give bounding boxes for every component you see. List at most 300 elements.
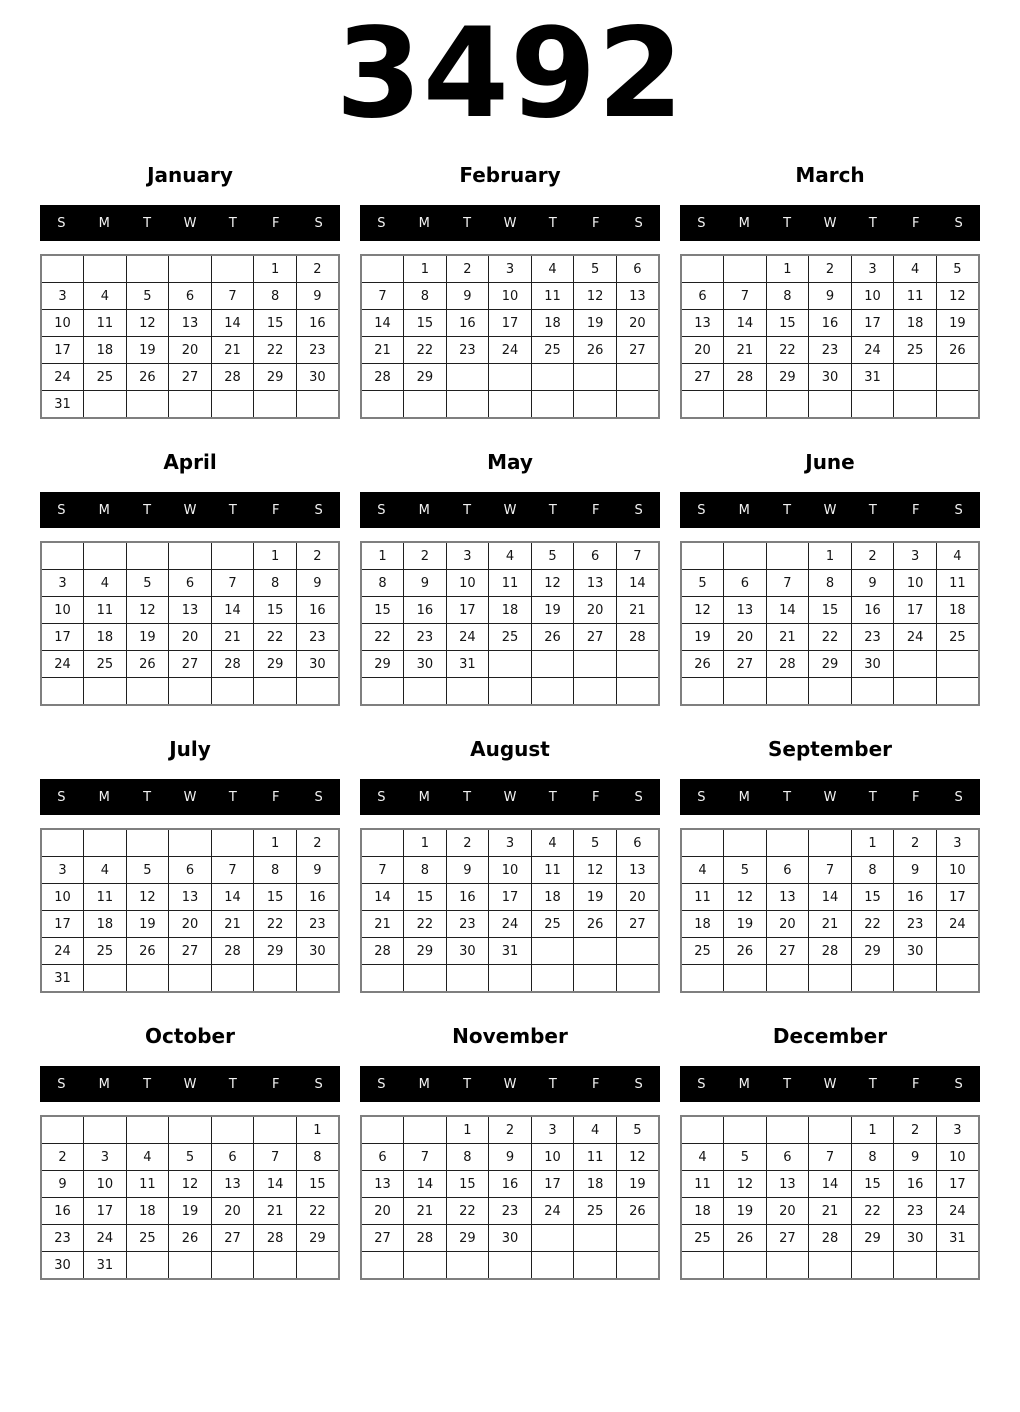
day-cell: 15 xyxy=(254,884,297,911)
day-cell: 18 xyxy=(894,310,937,337)
day-cell: 4 xyxy=(681,857,724,884)
empty-day-cell xyxy=(574,391,617,419)
week-row xyxy=(681,597,979,624)
day-cell: 16 xyxy=(404,597,447,624)
day-cell: 20 xyxy=(616,884,659,911)
empty-day-cell xyxy=(489,965,532,993)
day-cell: 9 xyxy=(41,1171,84,1198)
weekday-label: W xyxy=(823,215,837,231)
week-row xyxy=(361,542,659,570)
day-cell: 21 xyxy=(211,337,254,364)
day-cell: 18 xyxy=(574,1171,617,1198)
day-cell: 9 xyxy=(894,1144,937,1171)
day-cell: 11 xyxy=(681,884,724,911)
weekday-label: T xyxy=(143,502,152,518)
day-cell: 29 xyxy=(851,1225,894,1252)
empty-day-cell xyxy=(489,1252,532,1280)
day-cell: 10 xyxy=(531,1144,574,1171)
day-cell: 19 xyxy=(531,597,574,624)
day-cell: 17 xyxy=(84,1198,127,1225)
day-cell: 27 xyxy=(616,337,659,364)
empty-day-cell xyxy=(126,965,169,993)
day-cell: 22 xyxy=(809,624,852,651)
week-row xyxy=(681,911,979,938)
day-cell: 30 xyxy=(404,651,447,678)
weekday-label: M xyxy=(418,1076,430,1092)
empty-day-cell xyxy=(724,678,767,706)
day-cell: 13 xyxy=(616,857,659,884)
day-cell: 7 xyxy=(254,1144,297,1171)
empty-day-cell xyxy=(404,678,447,706)
day-cell: 25 xyxy=(894,337,937,364)
week-row xyxy=(361,1171,659,1198)
week-row xyxy=(361,857,659,884)
empty-day-cell xyxy=(766,965,809,993)
day-cell: 12 xyxy=(126,884,169,911)
day-cell: 27 xyxy=(766,938,809,965)
day-cell: 13 xyxy=(169,884,212,911)
day-cell: 12 xyxy=(616,1144,659,1171)
day-cell: 30 xyxy=(296,364,339,391)
empty-day-cell xyxy=(681,391,724,419)
day-cell: 2 xyxy=(41,1144,84,1171)
day-cell: 24 xyxy=(894,624,937,651)
weekday-label: S xyxy=(697,789,706,805)
month-title: September xyxy=(768,737,892,761)
day-cell: 10 xyxy=(84,1171,127,1198)
day-cell: 31 xyxy=(489,938,532,965)
day-cell: 18 xyxy=(531,884,574,911)
day-cell: 20 xyxy=(681,337,724,364)
weekday-label: F xyxy=(591,502,600,518)
week-row xyxy=(681,1171,979,1198)
day-cell: 12 xyxy=(681,597,724,624)
week-row xyxy=(681,570,979,597)
day-cell: 27 xyxy=(169,651,212,678)
day-cell: 4 xyxy=(84,857,127,884)
day-cell: 11 xyxy=(681,1171,724,1198)
week-row xyxy=(361,678,659,706)
weekday-label: S xyxy=(57,215,66,231)
day-cell: 23 xyxy=(296,911,339,938)
week-row xyxy=(681,310,979,337)
empty-day-cell xyxy=(809,1252,852,1280)
week-row xyxy=(681,938,979,965)
day-cell: 20 xyxy=(766,1198,809,1225)
empty-day-cell xyxy=(296,1252,339,1280)
day-cell: 9 xyxy=(296,857,339,884)
day-cell: 22 xyxy=(851,1198,894,1225)
week-row xyxy=(361,829,659,857)
weekday-label: M xyxy=(418,215,430,231)
empty-day-cell xyxy=(574,364,617,391)
week-row xyxy=(361,1252,659,1280)
day-cell: 14 xyxy=(724,310,767,337)
day-cell: 24 xyxy=(489,337,532,364)
day-cell: 9 xyxy=(296,283,339,310)
day-cell: 19 xyxy=(681,624,724,651)
weekday-label: M xyxy=(98,502,110,518)
empty-day-cell xyxy=(211,1252,254,1280)
week-row xyxy=(681,364,979,391)
weekday-label: M xyxy=(418,502,430,518)
day-cell: 11 xyxy=(84,884,127,911)
day-cell: 23 xyxy=(894,911,937,938)
week-row xyxy=(41,255,339,283)
empty-day-cell xyxy=(894,678,937,706)
week-row xyxy=(41,283,339,310)
day-cell: 5 xyxy=(169,1144,212,1171)
empty-day-cell xyxy=(531,1252,574,1280)
day-cell: 8 xyxy=(446,1144,489,1171)
day-cell: 18 xyxy=(84,337,127,364)
day-cell: 8 xyxy=(404,283,447,310)
day-cell: 3 xyxy=(851,255,894,283)
day-cell: 2 xyxy=(296,829,339,857)
empty-day-cell xyxy=(616,678,659,706)
day-cell: 23 xyxy=(296,624,339,651)
day-cell: 28 xyxy=(616,624,659,651)
weekday-label: F xyxy=(911,215,920,231)
month-block-january xyxy=(40,146,340,419)
day-cell: 25 xyxy=(84,364,127,391)
empty-day-cell xyxy=(766,542,809,570)
day-cell: 1 xyxy=(404,255,447,283)
week-row xyxy=(361,624,659,651)
empty-day-cell xyxy=(574,1225,617,1252)
empty-day-cell xyxy=(211,829,254,857)
day-cell: 14 xyxy=(809,884,852,911)
day-cell: 11 xyxy=(126,1171,169,1198)
month-block-july xyxy=(40,720,340,993)
week-row xyxy=(41,364,339,391)
weekday-label: T xyxy=(783,215,792,231)
month-block-june xyxy=(680,433,980,706)
week-row xyxy=(361,597,659,624)
day-cell: 8 xyxy=(404,857,447,884)
day-cell: 4 xyxy=(489,542,532,570)
weekday-label: S xyxy=(57,1076,66,1092)
day-cell: 13 xyxy=(766,884,809,911)
empty-day-cell xyxy=(574,678,617,706)
day-cell: 29 xyxy=(404,938,447,965)
empty-day-cell xyxy=(724,829,767,857)
day-cell: 17 xyxy=(531,1171,574,1198)
day-cell: 5 xyxy=(616,1116,659,1144)
day-cell: 12 xyxy=(724,1171,767,1198)
empty-day-cell xyxy=(254,678,297,706)
empty-day-cell xyxy=(531,364,574,391)
empty-day-cell xyxy=(296,391,339,419)
empty-day-cell xyxy=(169,829,212,857)
day-cell: 17 xyxy=(41,911,84,938)
day-cell: 24 xyxy=(41,938,84,965)
empty-day-cell xyxy=(531,1225,574,1252)
week-row xyxy=(361,1198,659,1225)
empty-day-cell xyxy=(936,965,979,993)
empty-day-cell xyxy=(616,364,659,391)
day-cell: 30 xyxy=(446,938,489,965)
day-cell: 16 xyxy=(296,597,339,624)
day-cell: 28 xyxy=(809,1225,852,1252)
day-cell: 3 xyxy=(41,570,84,597)
week-row xyxy=(361,391,659,419)
day-cell: 2 xyxy=(489,1116,532,1144)
day-cell: 26 xyxy=(616,1198,659,1225)
week-row xyxy=(41,542,339,570)
day-cell: 3 xyxy=(41,857,84,884)
empty-day-cell xyxy=(809,391,852,419)
day-cell: 6 xyxy=(361,1144,404,1171)
day-cell: 23 xyxy=(446,337,489,364)
day-cell: 28 xyxy=(211,651,254,678)
day-grid xyxy=(680,541,980,706)
week-row xyxy=(361,651,659,678)
day-cell: 8 xyxy=(296,1144,339,1171)
weekday-label: S xyxy=(634,1076,643,1092)
empty-day-cell xyxy=(894,651,937,678)
day-cell: 26 xyxy=(169,1225,212,1252)
empty-day-cell xyxy=(126,1116,169,1144)
day-cell: 30 xyxy=(489,1225,532,1252)
week-row xyxy=(681,1198,979,1225)
day-cell: 17 xyxy=(936,884,979,911)
weekday-label: M xyxy=(418,789,430,805)
weekday-label: T xyxy=(868,502,877,518)
empty-day-cell xyxy=(894,364,937,391)
empty-day-cell xyxy=(766,829,809,857)
day-cell: 6 xyxy=(169,570,212,597)
day-cell: 25 xyxy=(531,337,574,364)
day-cell: 20 xyxy=(724,624,767,651)
day-cell: 8 xyxy=(851,857,894,884)
weekday-label: T xyxy=(548,502,557,518)
day-cell: 15 xyxy=(254,597,297,624)
day-cell: 8 xyxy=(254,570,297,597)
day-cell: 6 xyxy=(169,283,212,310)
day-cell: 12 xyxy=(531,570,574,597)
empty-day-cell xyxy=(681,542,724,570)
empty-day-cell xyxy=(724,391,767,419)
weekday-label: M xyxy=(738,215,750,231)
empty-day-cell xyxy=(126,678,169,706)
day-cell: 15 xyxy=(404,310,447,337)
week-row xyxy=(681,1116,979,1144)
day-cell: 1 xyxy=(851,1116,894,1144)
day-cell: 3 xyxy=(936,1116,979,1144)
empty-day-cell xyxy=(681,678,724,706)
day-cell: 15 xyxy=(254,310,297,337)
day-cell: 2 xyxy=(809,255,852,283)
empty-day-cell xyxy=(531,651,574,678)
month-block-december xyxy=(680,1007,980,1280)
day-cell: 11 xyxy=(531,283,574,310)
weekday-label: F xyxy=(271,789,280,805)
day-cell: 24 xyxy=(936,911,979,938)
empty-day-cell xyxy=(126,255,169,283)
month-block-october xyxy=(40,1007,340,1280)
weekday-label: T xyxy=(548,215,557,231)
day-cell: 19 xyxy=(126,911,169,938)
weekday-label: T xyxy=(143,789,152,805)
day-cell: 15 xyxy=(361,597,404,624)
day-cell: 17 xyxy=(489,310,532,337)
empty-day-cell xyxy=(936,678,979,706)
day-cell: 12 xyxy=(936,283,979,310)
week-row xyxy=(41,624,339,651)
day-cell: 24 xyxy=(41,364,84,391)
empty-day-cell xyxy=(296,678,339,706)
day-cell: 22 xyxy=(254,337,297,364)
week-row xyxy=(681,884,979,911)
weekday-label: T xyxy=(228,789,237,805)
day-cell: 20 xyxy=(169,337,212,364)
empty-day-cell xyxy=(681,965,724,993)
day-cell: 7 xyxy=(211,857,254,884)
day-cell: 12 xyxy=(126,310,169,337)
day-cell: 26 xyxy=(724,938,767,965)
weekday-label: S xyxy=(954,502,963,518)
day-cell: 10 xyxy=(41,597,84,624)
day-cell: 10 xyxy=(894,570,937,597)
day-cell: 14 xyxy=(211,884,254,911)
day-cell: 18 xyxy=(84,911,127,938)
day-grid xyxy=(680,828,980,993)
empty-day-cell xyxy=(809,1116,852,1144)
day-cell: 22 xyxy=(254,624,297,651)
week-row xyxy=(681,255,979,283)
month-title: June xyxy=(805,450,855,474)
month-block-april xyxy=(40,433,340,706)
day-cell: 2 xyxy=(446,255,489,283)
day-cell: 16 xyxy=(296,310,339,337)
day-cell: 18 xyxy=(681,1198,724,1225)
weekday-label: T xyxy=(463,1076,472,1092)
weekday-label: M xyxy=(738,789,750,805)
week-row xyxy=(681,1144,979,1171)
weekday-label: T xyxy=(783,502,792,518)
day-cell: 5 xyxy=(724,857,767,884)
weekday-header-bar xyxy=(40,492,340,528)
empty-day-cell xyxy=(169,391,212,419)
empty-day-cell xyxy=(574,965,617,993)
day-cell: 23 xyxy=(894,1198,937,1225)
weekday-label: W xyxy=(183,1076,197,1092)
day-cell: 16 xyxy=(894,884,937,911)
empty-day-cell xyxy=(169,542,212,570)
weekday-label: T xyxy=(463,215,472,231)
day-cell: 21 xyxy=(254,1198,297,1225)
empty-day-cell xyxy=(724,1116,767,1144)
day-cell: 18 xyxy=(531,310,574,337)
day-cell: 26 xyxy=(126,364,169,391)
weekday-label: T xyxy=(868,789,877,805)
day-cell: 29 xyxy=(254,364,297,391)
weekday-label: S xyxy=(954,789,963,805)
day-cell: 4 xyxy=(126,1144,169,1171)
day-cell: 29 xyxy=(851,938,894,965)
day-cell: 16 xyxy=(809,310,852,337)
day-cell: 11 xyxy=(84,310,127,337)
empty-day-cell xyxy=(41,829,84,857)
weekday-label: T xyxy=(783,1076,792,1092)
day-cell: 2 xyxy=(894,829,937,857)
day-cell: 22 xyxy=(404,337,447,364)
empty-day-cell xyxy=(254,1252,297,1280)
empty-day-cell xyxy=(936,938,979,965)
day-cell: 7 xyxy=(616,542,659,570)
day-cell: 14 xyxy=(211,310,254,337)
month-title: May xyxy=(487,450,533,474)
weekday-label: T xyxy=(783,789,792,805)
empty-day-cell xyxy=(616,1225,659,1252)
empty-day-cell xyxy=(211,255,254,283)
day-cell: 24 xyxy=(851,337,894,364)
week-row xyxy=(41,678,339,706)
day-cell: 10 xyxy=(851,283,894,310)
weekday-label: M xyxy=(98,789,110,805)
month-title: February xyxy=(459,163,561,187)
empty-day-cell xyxy=(681,1116,724,1144)
day-cell: 31 xyxy=(84,1252,127,1280)
weekday-label: S xyxy=(634,502,643,518)
day-cell: 30 xyxy=(41,1252,84,1280)
day-cell: 10 xyxy=(936,1144,979,1171)
day-cell: 19 xyxy=(616,1171,659,1198)
day-cell: 6 xyxy=(766,857,809,884)
day-cell: 29 xyxy=(446,1225,489,1252)
day-cell: 10 xyxy=(489,283,532,310)
day-cell: 14 xyxy=(404,1171,447,1198)
year-title: 3492 xyxy=(335,2,685,146)
week-row xyxy=(361,337,659,364)
empty-day-cell xyxy=(361,678,404,706)
empty-day-cell xyxy=(724,1252,767,1280)
day-cell: 26 xyxy=(574,337,617,364)
weekday-label: W xyxy=(503,215,517,231)
weekday-header-bar xyxy=(360,1066,660,1102)
day-grid xyxy=(40,541,340,706)
empty-day-cell xyxy=(809,829,852,857)
empty-day-cell xyxy=(531,938,574,965)
month-block-march xyxy=(680,146,980,419)
empty-day-cell xyxy=(404,391,447,419)
week-row xyxy=(681,391,979,419)
day-cell: 19 xyxy=(126,624,169,651)
day-cell: 22 xyxy=(446,1198,489,1225)
day-cell: 31 xyxy=(851,364,894,391)
weekday-label: S xyxy=(697,215,706,231)
weekday-label: S xyxy=(314,215,323,231)
empty-day-cell xyxy=(489,391,532,419)
weekday-label: T xyxy=(228,502,237,518)
day-cell: 4 xyxy=(84,283,127,310)
day-cell: 6 xyxy=(574,542,617,570)
day-cell: 14 xyxy=(211,597,254,624)
day-cell: 9 xyxy=(851,570,894,597)
week-row xyxy=(361,1144,659,1171)
empty-day-cell xyxy=(766,678,809,706)
empty-day-cell xyxy=(446,364,489,391)
day-cell: 29 xyxy=(254,938,297,965)
empty-day-cell xyxy=(489,651,532,678)
weekday-label: S xyxy=(634,215,643,231)
day-cell: 23 xyxy=(851,624,894,651)
day-cell: 29 xyxy=(809,651,852,678)
day-cell: 27 xyxy=(169,938,212,965)
month-block-february xyxy=(360,146,660,419)
day-cell: 17 xyxy=(851,310,894,337)
